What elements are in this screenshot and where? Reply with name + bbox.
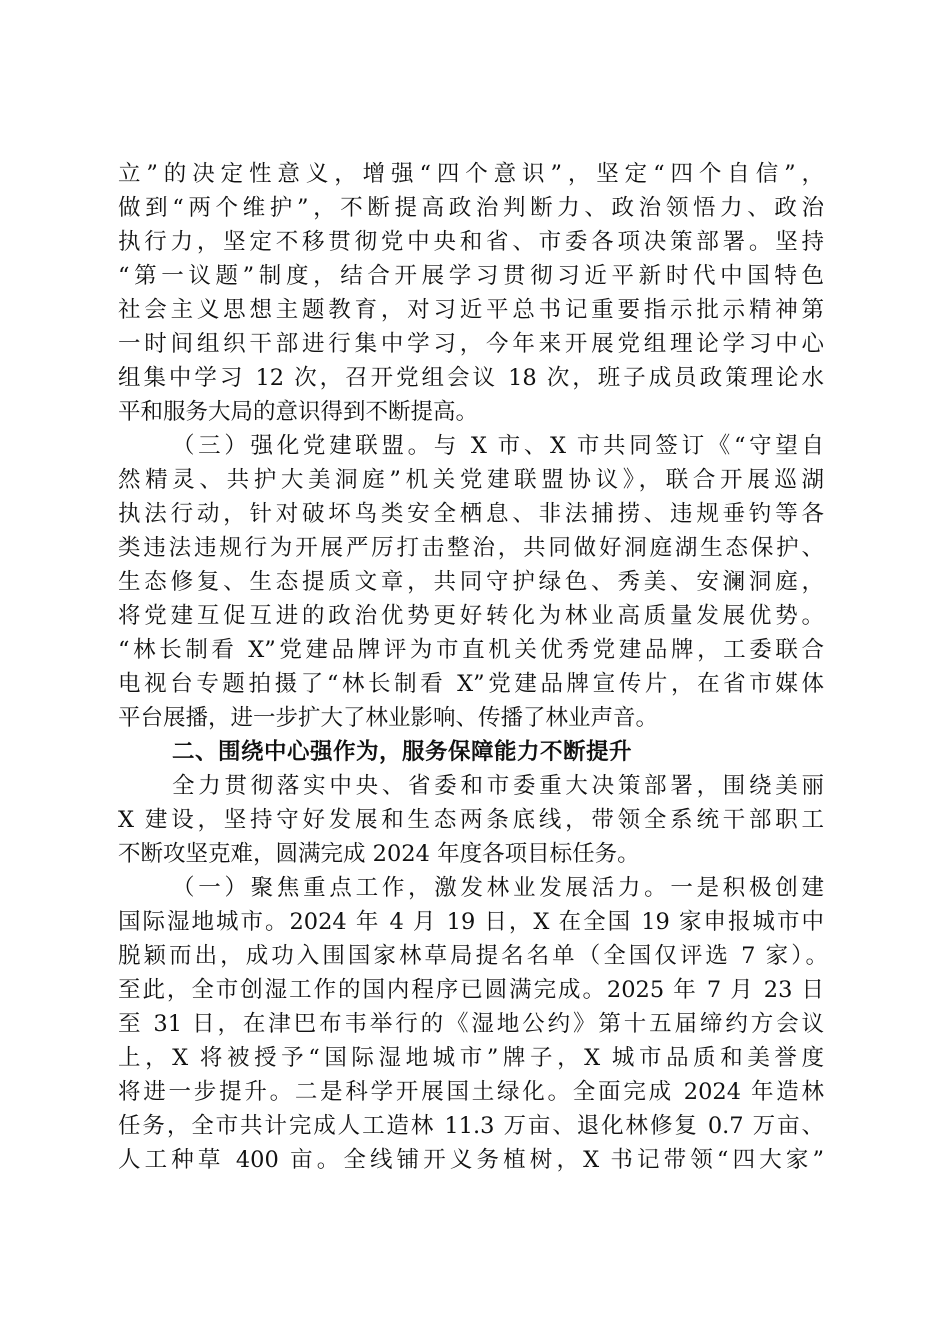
paragraph-first-line: （一）聚焦重点工作，激发林业发展活力。一是积极创建: [172, 875, 824, 901]
text-line: 脱颖而出，成功入围国家林草局提名名单（全国仅评选 7 家）。: [118, 943, 828, 969]
text-line: 国际湿地城市。2024 年 4 月 19 日，X 在全国 19 家申报城市中: [118, 909, 824, 935]
text-line: 平和服务大局的意识得到不断提高。: [118, 399, 479, 425]
text-line: 执行力，坚定不移贯彻党中央和省、市委各项决策部署。坚持: [118, 229, 824, 255]
text-line: 至此，全市创湿工作的国内程序已圆满完成。2025 年 7 月 23 日: [118, 977, 824, 1003]
paragraph-first-line: （三）强化党建联盟。与 X 市、X 市共同签订《“守望自: [172, 433, 824, 459]
text-line: 任务，全市共计完成人工造林 11.3 万亩、退化林修复 0.7 万亩、: [118, 1113, 824, 1139]
text-line: 一时间组织干部进行集中学习，今年来开展党组理论学习中心: [118, 331, 824, 357]
text-line: X 建设，坚持守好发展和生态两条底线，带领全系统干部职工: [118, 807, 824, 833]
text-line: 不断攻坚克难，圆满完成 2024 年度各项目标任务。: [118, 841, 640, 867]
paragraph-first-line: 全力贯彻落实中央、省委和市委重大决策部署，围绕美丽: [172, 773, 824, 799]
text-line: 社会主义思想主题教育，对习近平总书记重要指示批示精神第: [118, 297, 824, 323]
text-line: 人工种草 400 亩。全线铺开义务植树，X 书记带领“四大家”: [118, 1147, 824, 1173]
text-line: 做到“两个维护”，不断提高政治判断力、政治领悟力、政治: [118, 195, 824, 221]
text-line: “林长制看 X”党建品牌评为市直机关优秀党建品牌，工委联合: [118, 637, 824, 663]
text-line: 平台展播，进一步扩大了林业影响、传播了林业声音。: [118, 705, 659, 731]
text-line: 将党建互促互进的政治优势更好转化为林业高质量发展优势。: [118, 603, 824, 629]
text-line: “第一议题”制度，结合开展学习贯彻习近平新时代中国特色: [118, 263, 824, 289]
text-line: 类违法违规行为开展严厉打击整治，共同做好洞庭湖生态保护、: [118, 535, 824, 561]
text-line: 上，X 将被授予“国际湿地城市”牌子，X 城市品质和美誉度: [118, 1045, 824, 1071]
text-line: 组集中学习 12 次，召开党组会议 18 次，班子成员政策理论水: [118, 365, 824, 391]
text-line: 立”的决定性意义，增强“四个意识”，坚定“四个自信”，: [118, 161, 824, 187]
text-line: 生态修复、生态提质文章，共同守护绿色、秀美、安澜洞庭，: [118, 569, 824, 595]
text-line: 执法行动，针对破坏鸟类安全栖息、非法捕捞、违规垂钓等各: [118, 501, 824, 527]
section-heading: 二、围绕中心强作为，服务保障能力不断提升: [172, 739, 633, 765]
text-line: 至 31 日，在津巴布韦举行的《湿地公约》第十五届缔约方会议: [118, 1011, 824, 1037]
text-line: 将进一步提升。二是科学开展国土绿化。全面完成 2024 年造林: [118, 1079, 824, 1105]
text-line: 电视台专题拍摄了“林长制看 X”党建品牌宣传片，在省市媒体: [118, 671, 824, 697]
text-line: 然精灵、共护大美洞庭”机关党建联盟协议》，联合开展巡湖: [118, 467, 824, 493]
